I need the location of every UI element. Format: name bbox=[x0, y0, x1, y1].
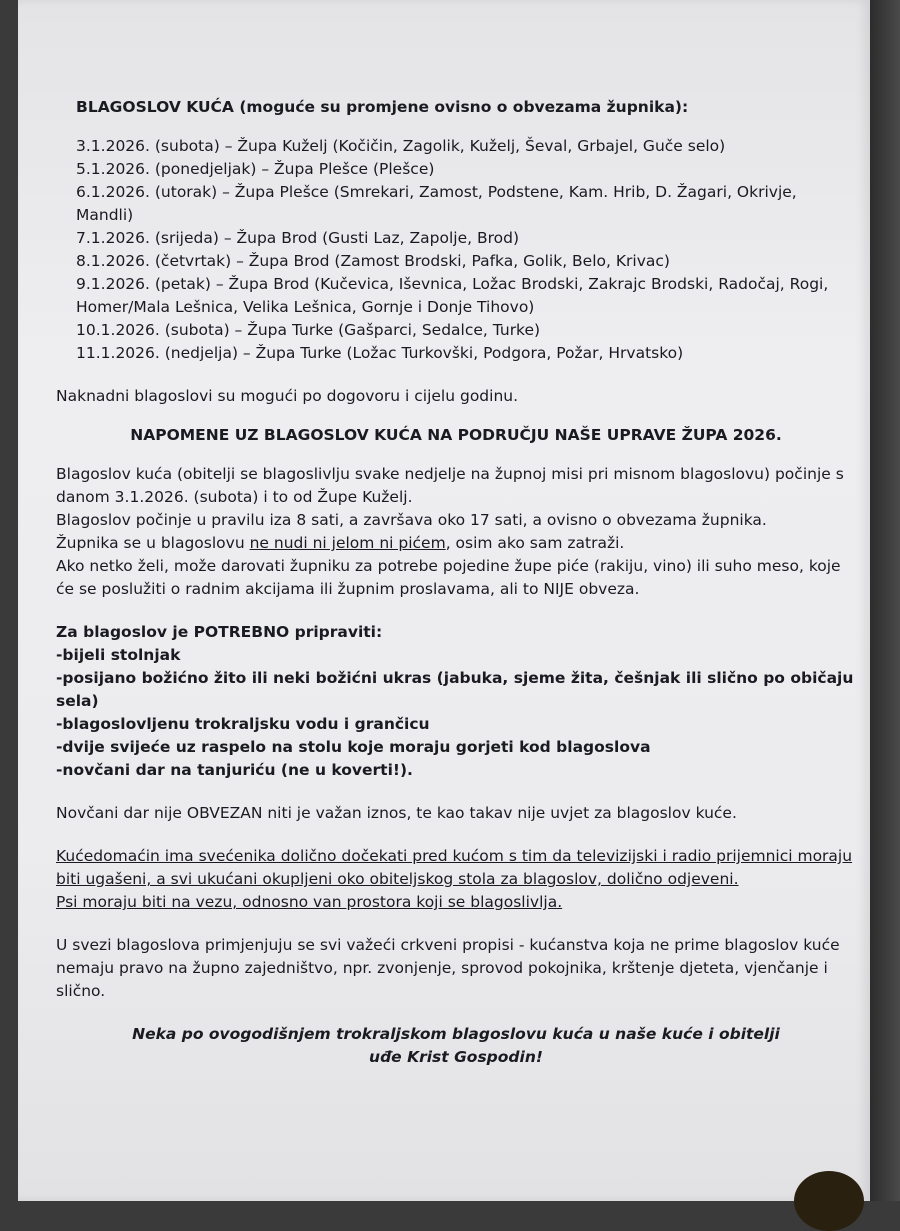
requirement-item: -bijeli stolnjak bbox=[56, 646, 181, 664]
background-object bbox=[794, 1171, 864, 1231]
paragraph-hospitality bbox=[56, 532, 856, 555]
followup-note: Naknadni blagoslovi su mogući po dogovoru i cijelu godinu. bbox=[56, 387, 519, 405]
requirement-item: -novčani dar na tanjuriću (ne u koverti!). bbox=[56, 761, 413, 779]
schedule-item: 5.1.2026. (ponedjeljak) – Župa Plešce (Plešce) bbox=[76, 160, 435, 178]
schedule-item: 8.1.2026. (četvrtak) – Župa Brod (Zamost Brodski, Pafka, Golik, Belo, Krivac) bbox=[76, 252, 670, 270]
schedule-item: 7.1.2026. (srijeda) – Župa Brod (Gusti Laz, Zapolje, Brod) bbox=[76, 229, 519, 247]
closing-blessing bbox=[56, 1023, 856, 1069]
schedule-item: 3.1.2026. (subota) – Župa Kuželj (Kočičin, Zagolik, Kuželj, Ševal, Grbajel, Guče selo) bbox=[76, 137, 726, 155]
document-content bbox=[56, 96, 856, 1069]
requirements-heading: Za blagoslov je POTREBNO pripraviti: bbox=[56, 623, 383, 641]
schedule-list bbox=[56, 135, 856, 365]
page-title: BLAGOSLOV KUĆA (moguće su promjene ovisno o obvezama župnika): bbox=[76, 98, 689, 116]
schedule-item: 6.1.2026. (utorak) – Župa Plešce (Smrekari, Zamost, Podstene, Kam. Hrib, D. Žagari, Okrivje, Mandli) bbox=[76, 183, 797, 224]
document-page bbox=[18, 0, 870, 1201]
paragraph-regulations: U svezi blagoslova primjenjuju se svi važeći crkveni propisi - kućanstva koja ne prime blagoslov kuće nemaju pravo na župno zajedništvo, npr. zvonjenje, sprovod pokojnika, krštenje djeteta, vjenčanje i slično. bbox=[56, 936, 840, 1000]
requirement-item: -posijano božićno žito ili neki božićni ukras (jabuka, sjeme žita, češnjak ili slično po običaju sela) bbox=[56, 669, 854, 710]
paragraph-start: Blagoslov kuća (obitelji se blagoslivlju svake nedjelje na župnoj misi pri misnom blagoslovu) počinje s danom 3.1.2026. (subota) i to od Župe Kuželj. bbox=[56, 465, 844, 506]
schedule-item: 10.1.2026. (subota) – Župa Turke (Gašparci, Sedalce, Turke) bbox=[76, 321, 541, 339]
closing-line: uđe Krist Gospodin! bbox=[369, 1048, 543, 1066]
text-span: , osim ako sam zatraži. bbox=[445, 534, 625, 552]
notes-heading: NAPOMENE UZ BLAGOSLOV KUĆA NA PODRUČJU NAŠE UPRAVE ŽUPA 2026. bbox=[130, 426, 782, 444]
schedule-item: 9.1.2026. (petak) – Župa Brod (Kučevica, Iševnica, Ložac Brodski, Zakrajc Brodski, Radočaj, Rogi, Homer/Mala Lešnica, Velika Lešnica, Gornje i Donje Tihovo) bbox=[76, 275, 829, 316]
paragraph-dogs: Psi moraju biti na vezu, odnosno van prostora koji se blagoslivlja. bbox=[56, 893, 563, 911]
requirement-item: -dvije svijeće uz raspelo na stolu koje moraju gorjeti kod blagoslova bbox=[56, 738, 651, 756]
requirement-item: -blagoslovljenu trokraljsku vodu i grančicu bbox=[56, 715, 430, 733]
text-span: Župnika se u blagoslovu bbox=[56, 534, 250, 552]
schedule-item: 11.1.2026. (nedjelja) – Župa Turke (Ložac Turkovški, Podgora, Požar, Hrvatsko) bbox=[76, 344, 684, 362]
paragraph-host: Kućedomaćin ima svećenika dolično dočekati pred kućom s tim da televizijski i radio prijemnici moraju biti ugašeni, a svi ukućani okupljeni oko obiteljskog stola za blagoslov, dolično odjeveni. bbox=[56, 847, 853, 888]
underlined-text: ne nudi ni jelom ni pićem bbox=[249, 534, 446, 552]
closing-line: Neka po ovogodišnjem trokraljskom blagoslovu kuća u naše kuće i obitelji bbox=[132, 1025, 780, 1043]
paragraph-hours: Blagoslov počinje u pravilu iza 8 sati, a završava oko 17 sati, a ovisno o obvezama župnika. bbox=[56, 511, 767, 529]
background-edge bbox=[870, 0, 900, 1201]
paragraph-gift: Novčani dar nije OBVEZAN niti je važan iznos, te kao takav nije uvjet za blagoslov kuće. bbox=[56, 804, 737, 822]
paragraph-donations: Ako netko želi, može darovati župniku za potrebe pojedine župe piće (rakiju, vino) ili suho meso, koje će se poslužiti o radnim akcijama ili župnim proslavama, ali to NIJE obveza. bbox=[56, 557, 841, 598]
